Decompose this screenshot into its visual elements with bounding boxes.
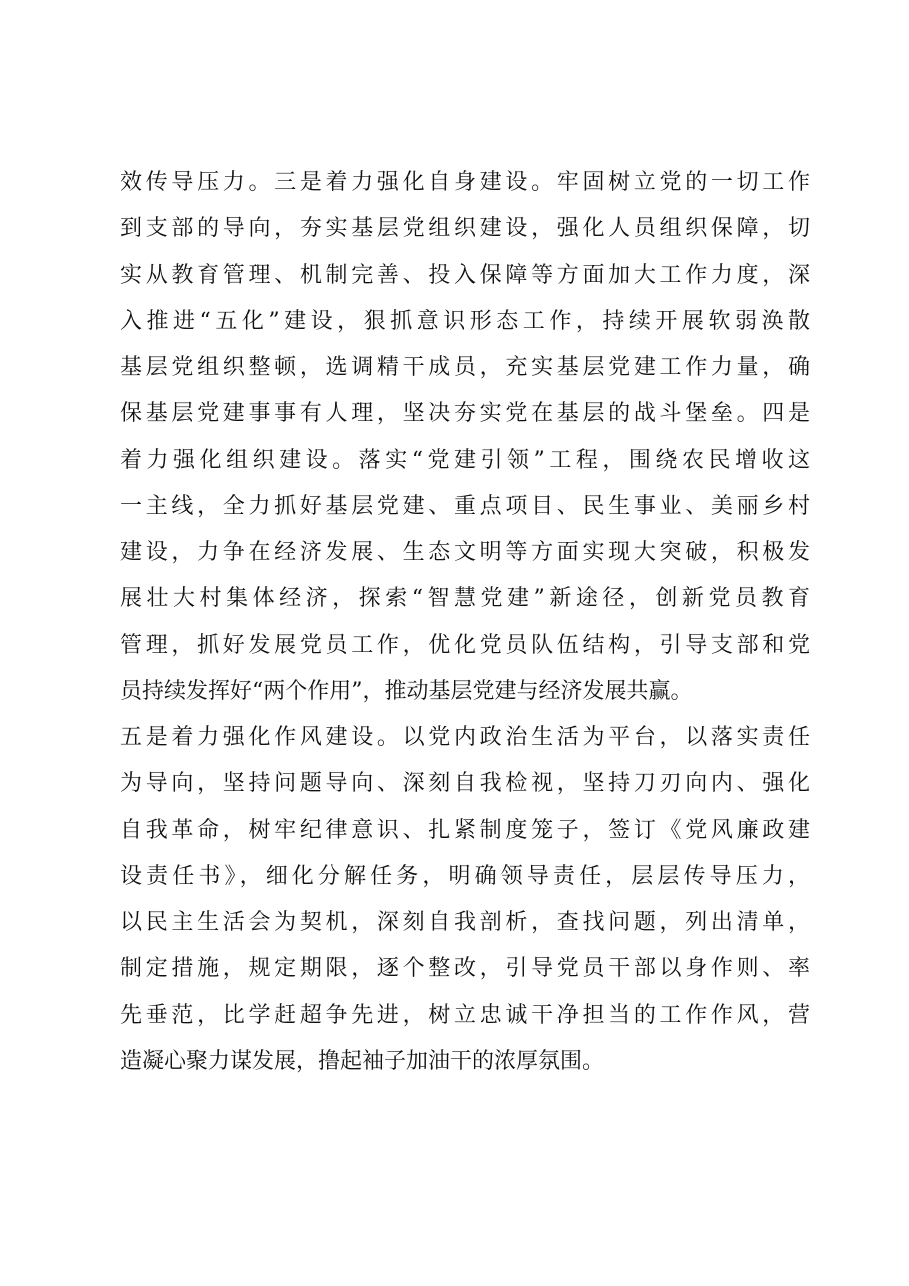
- text-line: 以民主生活会为契机，深刻自我剖析，查找问题，列出清单，: [120, 910, 810, 935]
- text-line: 设责任书》，细化分解任务，明确领导责任，层层传导压力，: [120, 863, 810, 889]
- text-line: 入推进“五化”建设，狠抓意识形态工作，持续开展软弱涣散: [120, 308, 810, 334]
- text-line: 到支部的导向，夯实基层党组织建设，强化人员组织保障，切: [120, 216, 810, 242]
- text-line: 五是着力强化作风建设。以党内政治生活为平台，以落实责任: [120, 725, 810, 750]
- body-text: [120, 160, 810, 1085]
- text-line: 效传导压力。三是着力强化自身建设。牢固树立党的一切工作: [120, 170, 810, 195]
- text-line: 建设，力争在经济发展、生态文明等方面实现大突破，积极发: [120, 540, 810, 565]
- text-line: 展壮大村集体经济，探索“智慧党建”新途径，创新党员教育: [120, 586, 810, 612]
- text-line: 造凝心聚力谋发展，撸起袖子加油干的浓厚氛围。: [120, 1048, 605, 1074]
- text-line: 保基层党建事事有人理，坚决夯实党在基层的战斗堡垒。四是: [120, 401, 810, 427]
- text-line: 着力强化组织建设。落实“党建引领”工程，围绕农民增收这: [120, 447, 810, 473]
- text-line: 管理，抓好发展党员工作，优化党员队伍结构，引导支部和党: [120, 632, 810, 658]
- text-line: 一主线，全力抓好基层党建、重点项目、民生事业、美丽乡村: [120, 493, 810, 519]
- text-line: 实从教育管理、机制完善、投入保障等方面加大工作力度，深: [120, 262, 810, 288]
- text-line: 先垂范，比学赶超争先进，树立忠诚干净担当的工作作风，营: [120, 1002, 810, 1028]
- text-line: 制定措施，规定期限，逐个整改，引导党员干部以身作则、率: [120, 956, 810, 982]
- text-line: 为导向，坚持问题导向、深刻自我检视，坚持刀刃向内、强化: [120, 771, 810, 797]
- text-line: 自我革命，树牢纪律意识、扎紧制度笼子，签订《党风廉政建: [120, 817, 810, 843]
- text-line: 基层党组织整顿，选调精干成员，充实基层党建工作力量，确: [120, 355, 810, 380]
- text-line: 员持续发挥好“两个作用”，推动基层党建与经济发展共赢。: [120, 678, 693, 704]
